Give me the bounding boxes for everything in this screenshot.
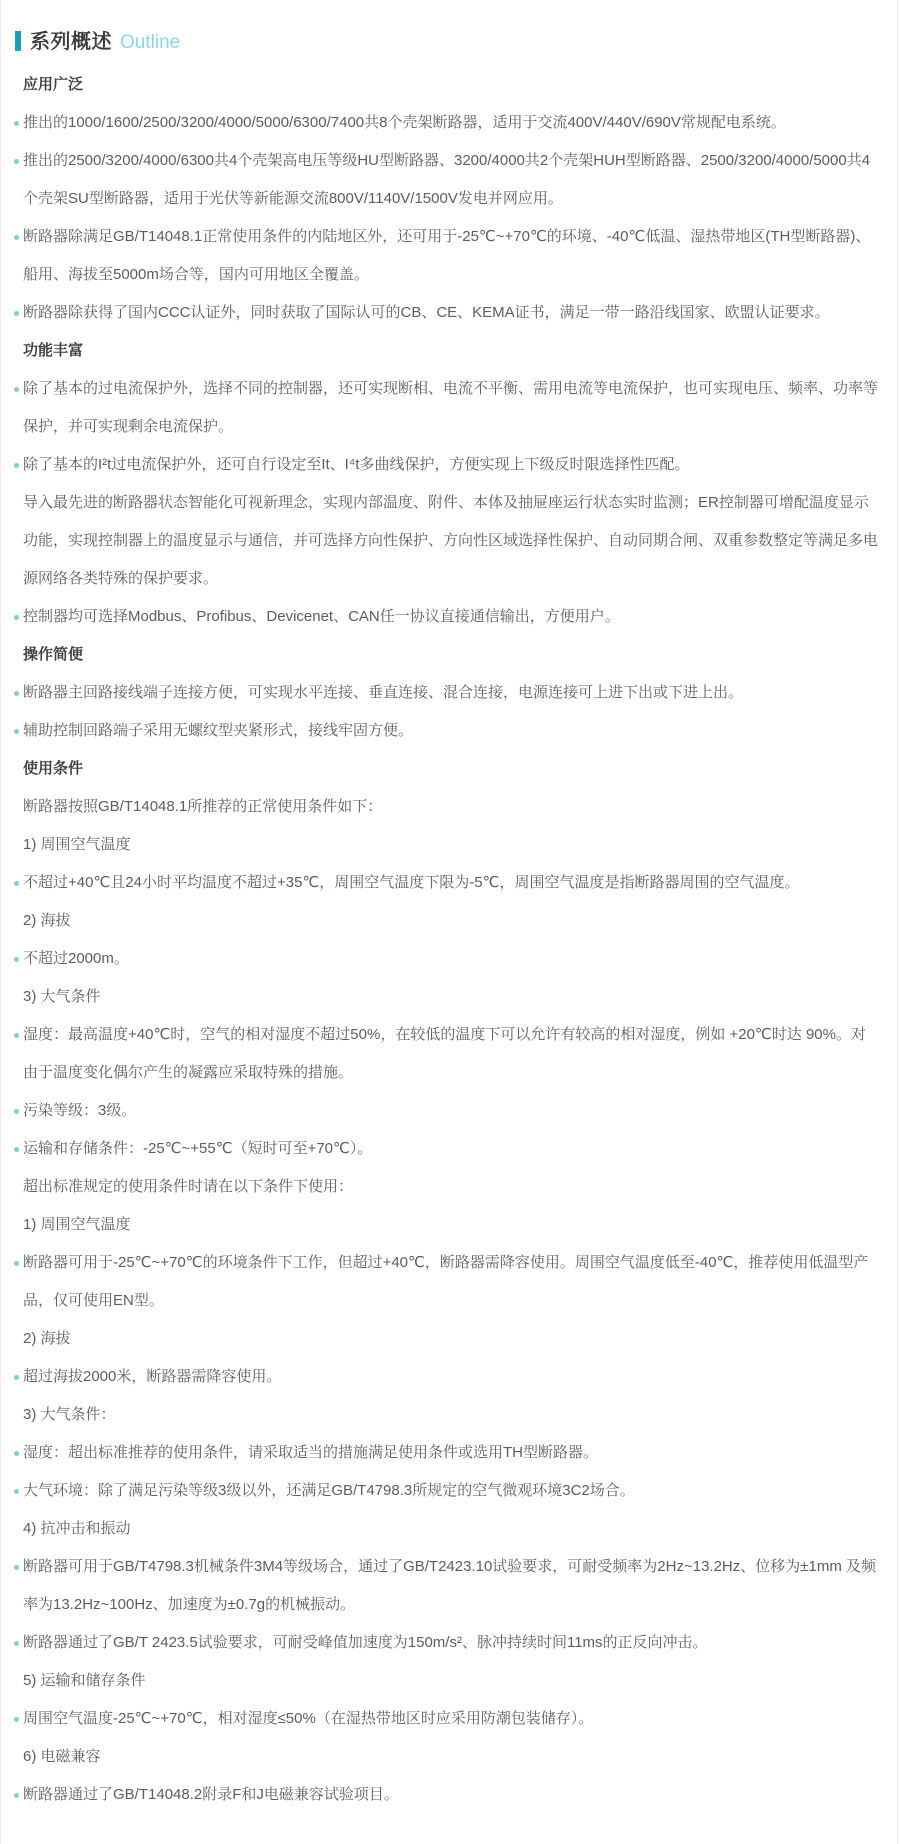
list-item bbox=[23, 1092, 879, 1130]
list-item-text: 湿度：最高温度+40℃时，空气的相对湿度不超过50%，在较低的温度下可以允许有较高的相对湿度，例如 +20℃时达 90%。对由于温度变化偶尔产生的凝露应采取特殊的措施。 bbox=[23, 1026, 866, 1081]
list-item bbox=[23, 1434, 879, 1472]
list-item-text: 断路器除获得了国内CCC认证外，同时获取了国际认可的CB、CE、KEMA证书，满足一带一路沿线国家、欧盟认证要求。 bbox=[23, 304, 830, 321]
list-item-text: 2) 海拔 bbox=[23, 1330, 71, 1347]
list-item-text: 湿度：超出标准推荐的使用条件，请采取适当的措施满足使用条件或选用TH型断路器。 bbox=[23, 1444, 598, 1461]
list-item-text: 超过海拔2000米，断路器需降容使用。 bbox=[23, 1368, 282, 1385]
bullet-icon bbox=[14, 159, 19, 164]
list-item bbox=[23, 1206, 879, 1244]
list-item bbox=[23, 712, 879, 750]
list-item bbox=[23, 484, 879, 598]
bullet-icon bbox=[14, 957, 19, 962]
list-item bbox=[23, 1396, 879, 1434]
list-item-text: 控制器均可选择Modbus、Profibus、Devicenet、CAN任一协议直接通信输出，方便用户。 bbox=[23, 608, 620, 625]
list-item-text: 断路器通过了GB/T14048.2附录F和J电磁兼容试验项目。 bbox=[23, 1786, 399, 1803]
list-item-text: 辅助控制回路端子采用无螺纹型夹紧形式，接线牢固方便。 bbox=[23, 722, 414, 739]
list-item-text: 断路器可用于-25℃~+70℃的环境条件下工作，但超过+40℃，断路器需降容使用。周围空气温度低至-40℃，推荐使用低温型产品，仅可使用EN型。 bbox=[23, 1254, 869, 1309]
list-item bbox=[23, 1168, 879, 1206]
list-item-text: 3) 大气条件 bbox=[23, 988, 101, 1005]
list-item-text: 断路器按照GB/T14048.1所推荐的正常使用条件如下： bbox=[23, 798, 383, 815]
bullet-icon bbox=[14, 1147, 19, 1152]
page-title-en: Outline bbox=[120, 32, 181, 53]
bullet-icon bbox=[14, 1109, 19, 1114]
list-item-text: 1) 周围空气温度 bbox=[23, 836, 131, 853]
bullet-icon bbox=[14, 463, 19, 468]
list-item-text: 断路器除满足GB/T14048.1正常使用条件的内陆地区外，还可用于-25℃~+70℃的环境、-40℃低温、湿热带地区(TH型断路器)、船用、海拔至5000m场合等，国内可用地区全覆盖。 bbox=[23, 228, 871, 283]
list-item-text: 大气环境：除了满足污染等级3级以外，还满足GB/T4798.3所规定的空气微观环境3C2场合。 bbox=[23, 1482, 635, 1499]
list-item bbox=[23, 446, 879, 484]
list-item-text: 不超过2000m。 bbox=[23, 950, 129, 967]
bullet-icon bbox=[14, 311, 19, 316]
list-item-text: 不超过+40℃且24小时平均温度不超过+35℃，周围空气温度下限为-5℃，周围空气温度是指断路器周围的空气温度。 bbox=[23, 874, 800, 891]
list-item bbox=[23, 826, 879, 864]
bullet-icon bbox=[14, 121, 19, 126]
list-item bbox=[23, 902, 879, 940]
list-item-text: 1) 周围空气温度 bbox=[23, 1216, 131, 1233]
bullet-icon bbox=[14, 1717, 19, 1722]
list-item-text: 推出的1000/1600/2500/3200/4000/5000/6300/7400共8个壳架断路器，适用于交流400V/440V/690V常规配电系统。 bbox=[23, 114, 786, 131]
bullet-icon bbox=[14, 235, 19, 240]
bullet-icon bbox=[14, 1261, 19, 1266]
bullet-icon bbox=[14, 691, 19, 696]
bullet-icon bbox=[14, 1033, 19, 1038]
page-title-cn: 系列概述 bbox=[30, 31, 112, 53]
list-item-text: 推出的2500/3200/4000/6300共4个壳架高电压等级HU型断路器、3200/4000共2个壳架HUH型断路器、2500/3200/4000/5000共4个壳架SU型断路器，适用于光伏等新能源交流800V/1140V/1500V发电并网应用。 bbox=[23, 152, 871, 207]
list-item-text: 4) 抗冲击和振动 bbox=[23, 1520, 131, 1537]
list-item bbox=[23, 218, 879, 294]
list-item bbox=[23, 864, 879, 902]
page-title bbox=[15, 22, 897, 62]
list-item-text: 超出标准规定的使用条件时请在以下条件下使用： bbox=[23, 1178, 354, 1195]
bullet-icon bbox=[14, 1489, 19, 1494]
list-item bbox=[23, 788, 879, 826]
bullet-icon bbox=[14, 1565, 19, 1570]
list-item bbox=[23, 978, 879, 1016]
list-item bbox=[23, 1738, 879, 1776]
list-item bbox=[23, 1130, 879, 1168]
sections-container bbox=[1, 66, 897, 1814]
list-item bbox=[23, 1510, 879, 1548]
title-accent-bar-icon bbox=[15, 31, 21, 51]
bullet-icon bbox=[14, 729, 19, 734]
list-item bbox=[23, 1662, 879, 1700]
list-item-text: 6) 电磁兼容 bbox=[23, 1748, 101, 1765]
list-item bbox=[23, 104, 879, 142]
list-item bbox=[23, 674, 879, 712]
bullet-icon bbox=[14, 1375, 19, 1380]
list-item-text: 周围空气温度-25℃~+70℃，相对湿度≤50%（在湿热带地区时应采用防潮包装储存）。 bbox=[23, 1710, 594, 1727]
list-item bbox=[23, 294, 879, 332]
list-item-text: 断路器主回路接线端子连接方便，可实现水平连接、垂直连接、混合连接，电源连接可上进下出或下进上出。 bbox=[23, 684, 744, 701]
list-item bbox=[23, 1776, 879, 1814]
list-item-text: 3) 大气条件： bbox=[23, 1406, 116, 1423]
list-item-text: 2) 海拔 bbox=[23, 912, 71, 929]
list-item-text: 除了基本的I²t过电流保护外，还可自行设定至It、I⁴t多曲线保护，方便实现上下级反时限选择性匹配。 bbox=[23, 456, 690, 473]
bullet-icon bbox=[14, 881, 19, 886]
list-item bbox=[23, 370, 879, 446]
section-heading: 操作简便 bbox=[23, 646, 84, 663]
list-item-text: 除了基本的过电流保护外，选择不同的控制器，还可实现断相、电流不平衡、需用电流等电流保护，也可实现电压、频率、功率等保护，并可实现剩余电流保护。 bbox=[23, 380, 879, 435]
list-item bbox=[23, 1548, 879, 1624]
list-item bbox=[23, 142, 879, 218]
list-item-text: 断路器通过了GB/T 2423.5试验要求，可耐受峰值加速度为150m/s²、脉冲持续时间11ms的正反向冲击。 bbox=[23, 1634, 708, 1651]
list-item bbox=[23, 1320, 879, 1358]
list-item bbox=[23, 1358, 879, 1396]
section-heading: 使用条件 bbox=[23, 760, 84, 777]
bullet-icon bbox=[14, 1641, 19, 1646]
list-item bbox=[23, 1700, 879, 1738]
bullet-icon bbox=[14, 1793, 19, 1798]
section-heading: 功能丰富 bbox=[23, 342, 84, 359]
bullet-icon bbox=[14, 387, 19, 392]
bullet-icon bbox=[14, 615, 19, 620]
list-item bbox=[23, 1624, 879, 1662]
list-item bbox=[23, 1016, 879, 1092]
list-item bbox=[23, 598, 879, 636]
list-item-text: 导入最先进的断路器状态智能化可视新理念，实现内部温度、附件、本体及抽屉座运行状态实时监测；ER控制器可增配温度显示功能，实现控制器上的温度显示与通信，并可选择方向性保护、方向性区域选择性保护、自动同期合闸、双重参数整定等满足多电源网络各类特殊的保护要求。 bbox=[23, 494, 879, 587]
list-item bbox=[23, 1472, 879, 1510]
list-item-text: 污染等级：3级。 bbox=[23, 1102, 137, 1119]
list-item bbox=[23, 1244, 879, 1320]
section-heading: 应用广泛 bbox=[23, 76, 84, 93]
list-item-text: 5) 运输和储存条件 bbox=[23, 1672, 146, 1689]
list-item bbox=[23, 940, 879, 978]
bullet-icon bbox=[14, 1451, 19, 1456]
list-item-text: 断路器可用于GB/T4798.3机械条件3M4等级场合，通过了GB/T2423.10试验要求，可耐受频率为2Hz~13.2Hz、位移为±1mm 及频率为13.2Hz~100Hz、加速度为±0.7g的机械振动。 bbox=[23, 1558, 876, 1613]
list-item-text: 运输和存储条件：-25℃~+55℃（短时可至+70℃）。 bbox=[23, 1140, 373, 1157]
